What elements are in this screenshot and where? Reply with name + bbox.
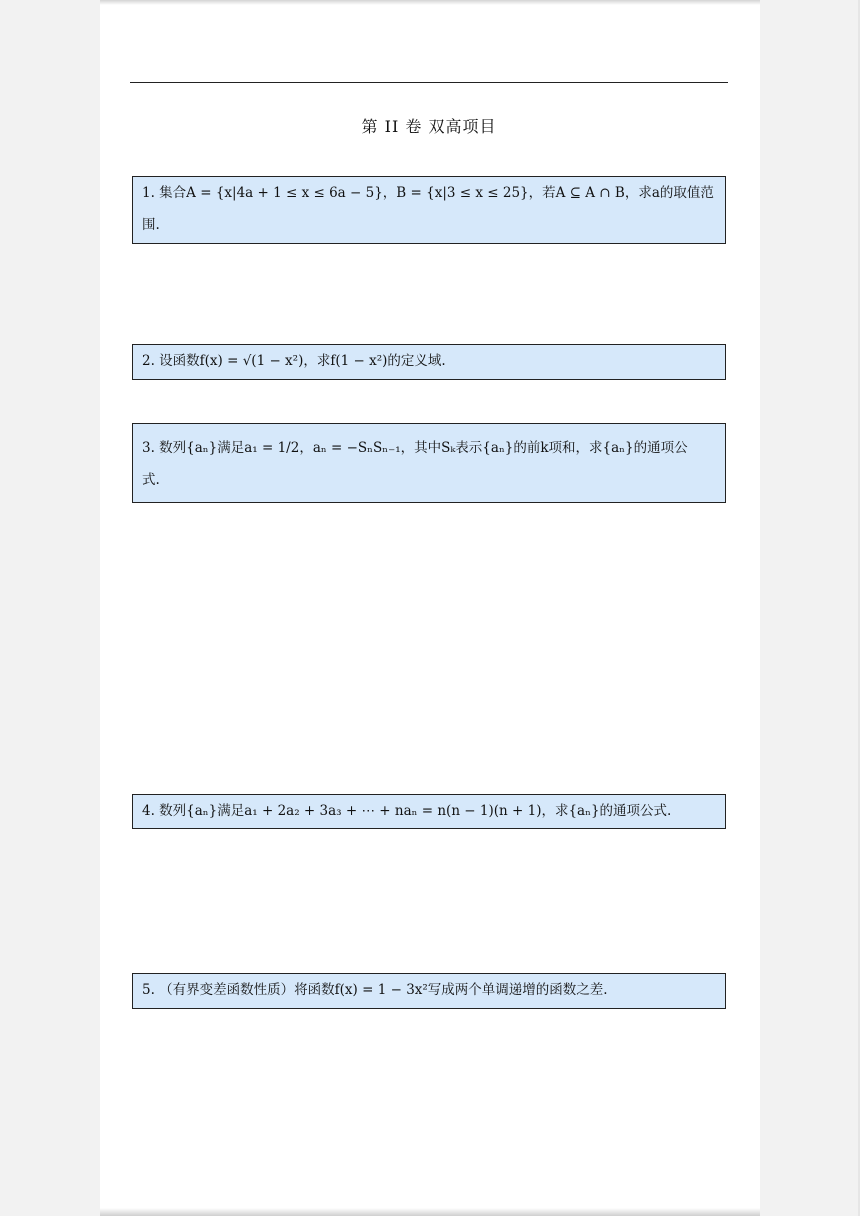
problem-4-box — [132, 794, 726, 829]
problem-1-line-2: 围. — [142, 217, 160, 233]
problem-1-box — [132, 176, 726, 244]
section-title: 第 II 卷 双高项目 — [361, 117, 497, 136]
problem-3-line-2: 式. — [142, 472, 160, 488]
problem-3-line-1: 3. 数列{aₙ}满足a₁ = 1/2，aₙ = −SₙSₙ₋₁，其中Sₖ表示{aₙ}的前k项和，求{aₙ}的通项公 — [142, 440, 688, 456]
problem-1-line-1: 1. 集合A = {x|4a + 1 ≤ x ≤ 6a − 5}，B = {x|3 ≤ x ≤ 25}，若A ⊆ A ∩ B，求a的取值范 — [142, 185, 714, 201]
problem-5-box — [132, 973, 726, 1009]
problem-5-line-1: 5. （有界变差函数性质）将函数f(x) = 1 − 3x²写成两个单调递增的函数之差. — [142, 982, 608, 998]
header-rule — [130, 82, 728, 83]
problem-3-box — [132, 423, 726, 503]
page-bottom-edge — [100, 1208, 760, 1216]
problem-4-line-1: 4. 数列{aₙ}满足a₁ + 2a₂ + 3a₃ + ⋯ + naₙ = n(n − 1)(n + 1)，求{aₙ}的通项公式. — [142, 803, 672, 819]
problem-2-box — [132, 344, 726, 380]
problem-2-line-1: 2. 设函数f(x) = √(1 − x²)，求f(1 − x²)的定义域. — [142, 353, 446, 369]
page-top-edge — [100, 0, 760, 5]
